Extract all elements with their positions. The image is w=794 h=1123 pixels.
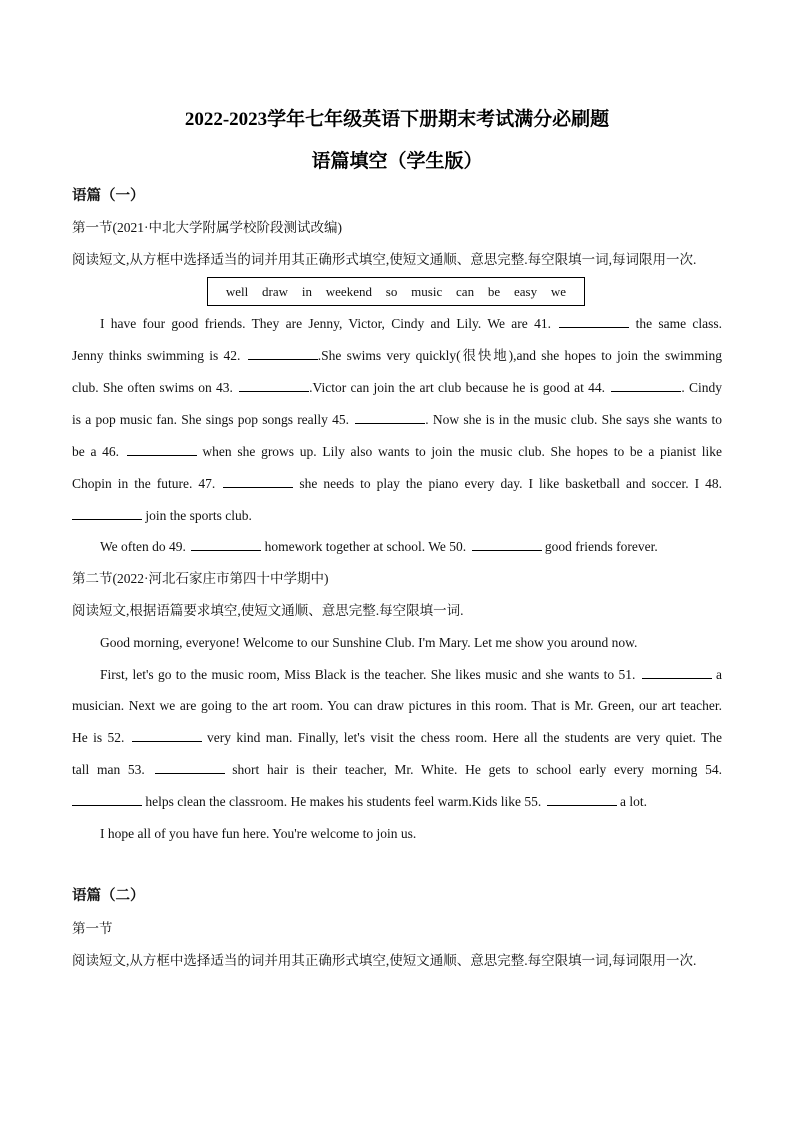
word-bank-item: so — [385, 283, 398, 299]
passage-1-heading: 语篇（一） — [72, 188, 145, 204]
answer-blank-52[interactable] — [132, 728, 202, 742]
answer-blank-49[interactable] — [191, 537, 261, 551]
passage-line: is a pop music fan. She sings pop songs really 45. . Now she is in the music club. She says she wants to — [72, 412, 722, 427]
answer-blank-51[interactable] — [642, 665, 712, 679]
passage-line: tall man 53. short hair is their teacher, Mr. White. He gets to school early every morning 54. — [72, 762, 723, 777]
word-bank-item: be — [487, 283, 501, 299]
section-1-instructions: 阅读短文,从方框中选择适当的词并用其正确形式填空,使短文通顺、意思完整.每空限填一词,每词限用一次. — [72, 252, 697, 267]
word-bank-item: easy — [513, 283, 538, 299]
passage-2-heading: 语篇（二） — [72, 888, 145, 904]
document-subtitle: 语篇填空（学生版） — [311, 151, 483, 172]
document-title: 2022-2023学年七年级英语下册期末考试满分必刷题 — [184, 109, 610, 130]
passage-line: musician. Next we are going to the art room. You can draw pictures in this room. That is Mr. Green, our art teacher. — [72, 698, 722, 713]
word-bank-item: in — [301, 283, 312, 299]
answer-blank-50[interactable] — [472, 537, 542, 551]
section-2-instructions: 阅读短文,根据语篇要求填空,使短文通顺、意思完整.每空限填一词. — [72, 603, 464, 618]
passage-line: be a 46. when she grows up. Lily also wants to join the music club. She hopes to be a pianist like — [72, 444, 722, 459]
answer-blank-48[interactable] — [72, 506, 142, 520]
answer-blank-47[interactable] — [223, 474, 293, 488]
answer-blank-41[interactable] — [559, 314, 629, 328]
answer-blank-44[interactable] — [611, 378, 681, 392]
word-bank-item: weekend — [325, 283, 372, 299]
passage-line: Jenny thinks swimming is 42. .She swims very quickly(很快地),and she hopes to join the swimming — [72, 348, 723, 363]
word-bank-box — [207, 277, 585, 306]
answer-blank-55[interactable] — [547, 792, 617, 806]
section-1-label: 第一节(2021·中北大学附属学校阶段测试改编) — [72, 220, 342, 235]
answer-blank-45[interactable] — [355, 410, 425, 424]
passage-2-section-1-label: 第一节 — [72, 921, 113, 936]
word-bank-item: we — [550, 283, 567, 299]
answer-blank-53[interactable] — [155, 760, 225, 774]
answer-blank-46[interactable] — [127, 442, 197, 456]
passage-line: club. She often swims on 43. .Victor can join the art club because he is good at 44. . Cindy — [72, 380, 722, 395]
passage-line: I hope all of you have fun here. You're welcome to join us. — [100, 826, 417, 841]
passage-line: Good morning, everyone! Welcome to our Sunshine Club. I'm Mary. Let me show you around now. — [100, 635, 638, 650]
passage-line: join the sports club. — [72, 506, 722, 526]
passage-line: I have four good friends. They are Jenny, Victor, Cindy and Lily. We are 41. the same class. — [100, 316, 723, 331]
word-bank-item: can — [456, 283, 475, 299]
answer-blank-42[interactable] — [248, 346, 318, 360]
word-bank-item: well — [225, 283, 249, 299]
passage-2-section-1-instructions: 阅读短文,从方框中选择适当的词并用其正确形式填空,使短文通顺、意思完整.每空限填一词,每词限用一次. — [72, 953, 697, 968]
section-2-label: 第二节(2022·河北石家庄市第四十中学期中) — [72, 571, 329, 586]
passage-line: First, let's go to the music room, Miss Black is the teacher. She likes music and she wants to 51. a — [100, 667, 722, 682]
passage-line: helps clean the classroom. He makes his students feel warm.Kids like 55. a lot. — [72, 792, 722, 812]
passage-line: He is 52. very kind man. Finally, let's visit the chess room. Here all the students are very quiet. The — [72, 730, 723, 745]
answer-blank-43[interactable] — [239, 378, 309, 392]
word-bank-item: draw — [262, 283, 289, 299]
passage-line: We often do 49. homework together at school. We 50. good friends forever. — [100, 539, 658, 554]
word-bank-item: music — [411, 283, 443, 299]
passage-line: Chopin in the future. 47. she needs to play the piano every day. I like basketball and soccer. I 48. — [72, 476, 723, 491]
answer-blank-54[interactable] — [72, 792, 142, 806]
